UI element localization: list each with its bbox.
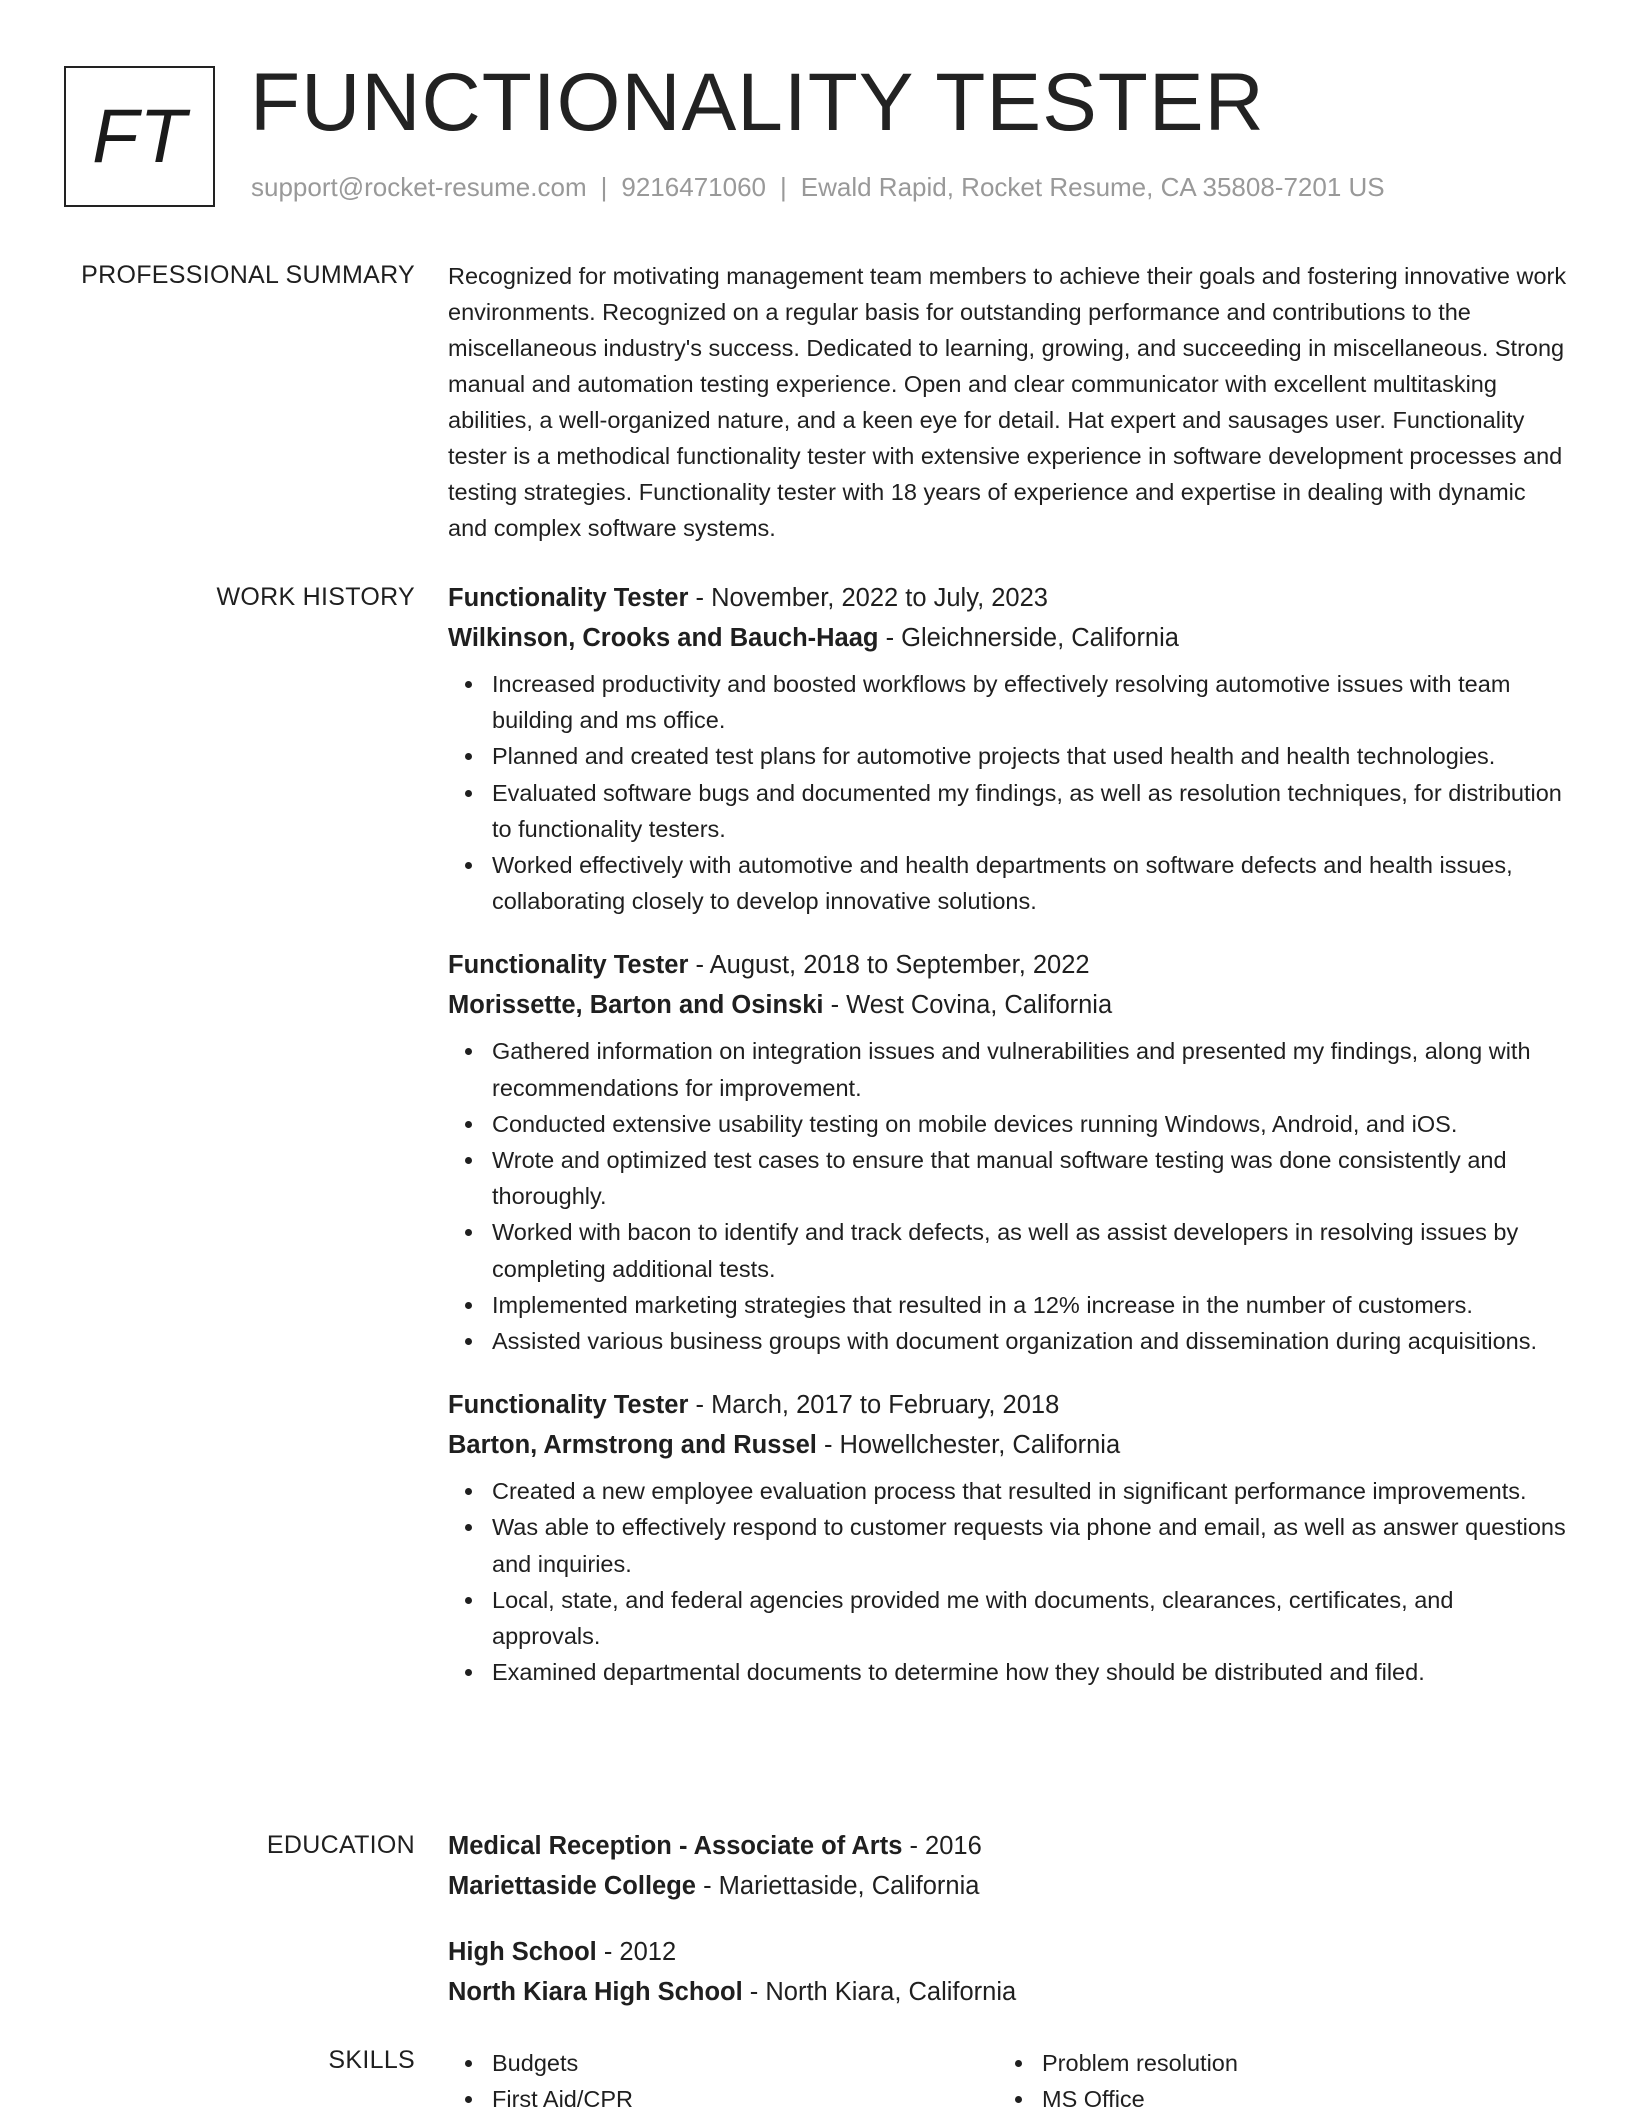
education-degree-line xyxy=(448,1826,1568,1866)
job-bullets xyxy=(448,666,1568,919)
job-bullet: Planned and created test plans for automotive projects that used health and health technologies. xyxy=(492,738,1568,774)
job-bullets xyxy=(448,1473,1568,1690)
job-bullet: Examined departmental documents to determine how they should be distributed and filed. xyxy=(492,1654,1568,1690)
job-bullet: Increased productivity and boosted workflows by effectively resolving automotive issues with team building and ms office. xyxy=(492,666,1568,738)
job-bullet: Was able to effectively respond to customer requests via phone and email, as well as answer questions and inquiries. xyxy=(492,1509,1568,1581)
job-title-line xyxy=(448,578,1568,618)
skill-item: Budgets xyxy=(492,2045,998,2081)
job-entry xyxy=(448,945,1568,1359)
contact-email: support@rocket-resume.com xyxy=(251,172,587,202)
job-bullet: Local, state, and federal agencies provided me with documents, clearances, certificates, and approvals. xyxy=(492,1582,1568,1654)
job-bullet: Gathered information on integration issues and vulnerabilities and presented my findings, along with recommendations for improvement. xyxy=(492,1033,1568,1105)
job-dates: - March, 2017 to February, 2018 xyxy=(688,1391,1060,1420)
education-school: North Kiara High School xyxy=(448,1978,743,2006)
skills-body xyxy=(448,2045,1568,2117)
education-location: - North Kiara, California xyxy=(742,1978,1017,2006)
skill-item: First Aid/CPR xyxy=(492,2081,998,2117)
job-bullet: Created a new employee evaluation process that resulted in significant performance improvements. xyxy=(492,1473,1568,1509)
education-school: Mariettaside College xyxy=(448,1872,696,1900)
job-title: Functionality Tester xyxy=(448,1391,689,1420)
summary-text: Recognized for motivating management team members to achieve their goals and fostering innovative work environments. Recognized on a regular basis for outstanding performance and contributions to the miscellaneous industry's success. Dedicated to learning, growing, and succeeding in miscellaneous. Strong manual and automation testing experience. Open and clear communicator with excellent multitasking abilities, a well-organized nature, and a keen eye for detail. Hat expert and sausages user. Functionality tester is a methodical functionality tester with extensive experience in software development processes and testing strategies. Functionality tester with 18 years of experience and expertise in dealing with dynamic and complex software systems. xyxy=(448,263,1567,541)
job-bullets xyxy=(448,1033,1568,1359)
education-location: - Mariettaside, California xyxy=(696,1872,980,1900)
section-heading-skills: SKILLS xyxy=(328,2046,415,2074)
section-heading-work-history: WORK HISTORY xyxy=(216,583,415,611)
job-company-line xyxy=(448,618,1568,658)
skills-column-left xyxy=(448,2045,998,2117)
skills-grid xyxy=(448,2045,1568,2117)
education-entry xyxy=(448,1826,1568,1906)
job-bullet: Conducted extensive usability testing on mobile devices running Windows, Android, and iOS. xyxy=(492,1106,1568,1142)
job-bullet: Wrote and optimized test cases to ensure that manual software testing was done consistently and thoroughly. xyxy=(492,1142,1568,1214)
contact-address: Ewald Rapid, Rocket Resume, CA 35808-7201 US xyxy=(800,172,1385,202)
job-title-line xyxy=(448,1385,1568,1425)
contact-separator: | xyxy=(600,172,608,202)
contact-separator: | xyxy=(780,172,787,202)
work-history-body xyxy=(448,578,1568,1716)
job-dates: - August, 2018 to September, 2022 xyxy=(688,951,1090,980)
education-year: - 2016 xyxy=(902,1832,982,1860)
job-title-line xyxy=(448,945,1568,985)
education-year: - 2012 xyxy=(596,1938,677,1966)
job-bullet: Evaluated software bugs and documented my findings, as well as resolution techniques, for distribution to functionality testers. xyxy=(492,775,1568,847)
section-heading-education: EDUCATION xyxy=(266,1831,415,1859)
job-company-line xyxy=(448,1425,1568,1465)
job-company: Morissette, Barton and Osinski xyxy=(448,991,824,1020)
monogram-logo: FT xyxy=(64,66,215,207)
education-degree-line xyxy=(448,1932,1568,1972)
skill-item: Problem resolution xyxy=(1042,2045,1548,2081)
section-heading-summary: PROFESSIONAL SUMMARY xyxy=(81,261,415,289)
skill-item: MS Office xyxy=(1042,2081,1548,2117)
job-bullet: Implemented marketing strategies that resulted in a 12% increase in the number of customers. xyxy=(492,1287,1568,1323)
education-degree: Medical Reception - Associate of Arts xyxy=(448,1832,903,1860)
contact-line xyxy=(251,172,1385,203)
education-degree: High School xyxy=(448,1938,597,1966)
job-entry xyxy=(448,578,1568,919)
education-school-line xyxy=(448,1972,1568,2012)
contact-phone: 9216471060 xyxy=(621,172,766,202)
summary-body xyxy=(448,258,1568,546)
job-bullet: Worked with bacon to identify and track defects, as well as assist developers in resolving issues by completing additional tests. xyxy=(492,1214,1568,1286)
job-location: - West Covina, California xyxy=(823,991,1113,1020)
job-company: Wilkinson, Crooks and Bauch-Haag xyxy=(448,624,879,652)
education-entry xyxy=(448,1932,1568,2012)
job-company-line xyxy=(448,985,1568,1025)
job-bullet: Assisted various business groups with document organization and dissemination during acquisitions. xyxy=(492,1323,1568,1359)
skills-column-right xyxy=(998,2045,1548,2117)
education-body xyxy=(448,1826,1568,2038)
job-company: Barton, Armstrong and Russel xyxy=(448,1431,817,1460)
job-title: Functionality Tester xyxy=(448,584,689,612)
candidate-name: FUNCTIONALITY TESTER xyxy=(250,57,1265,148)
job-dates: - November, 2022 to July, 2023 xyxy=(688,584,1048,612)
education-school-line xyxy=(448,1866,1568,1906)
job-location: - Howellchester, California xyxy=(816,1431,1121,1460)
job-title: Functionality Tester xyxy=(448,951,689,980)
job-bullet: Worked effectively with automotive and health departments on software defects and health issues, collaborating closely to develop innovative solutions. xyxy=(492,847,1568,919)
job-location: - Gleichnerside, California xyxy=(878,624,1179,652)
job-entry xyxy=(448,1385,1568,1690)
